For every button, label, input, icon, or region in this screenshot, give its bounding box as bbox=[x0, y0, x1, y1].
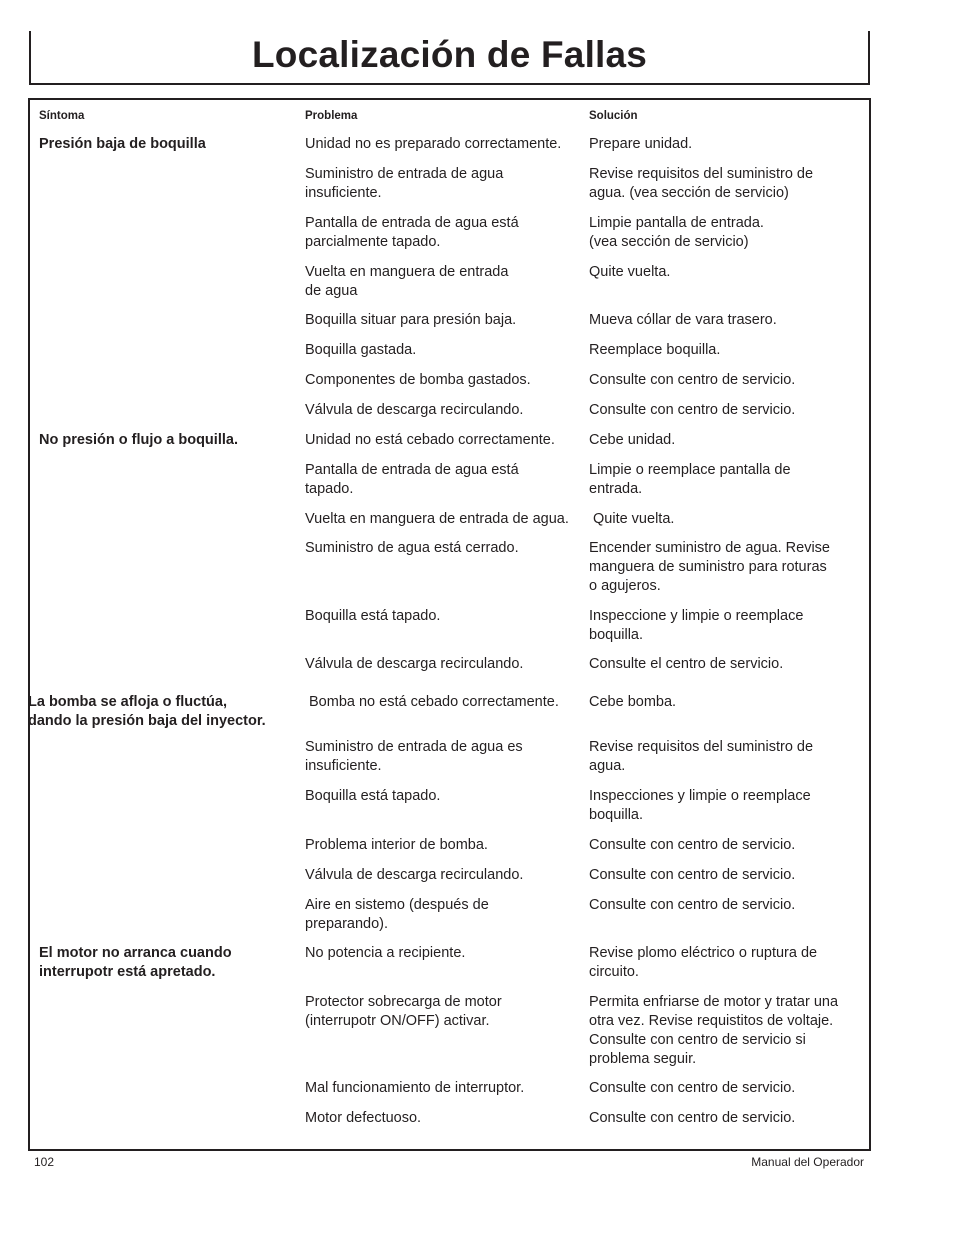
problem-text: Pantalla de entrada de agua está tapado. bbox=[305, 462, 519, 497]
problem-text: Vuelta en manguera de entrada de agua bbox=[305, 264, 509, 299]
solution-text: Revise requisitos del suministro de agua. bbox=[589, 739, 814, 774]
problem-text: Aire en sistemo (después de preparando). bbox=[305, 897, 489, 932]
solution-text: Consulte con centro de servicio. bbox=[589, 1080, 796, 1096]
problem-text: No potencia a recipiente. bbox=[305, 945, 466, 961]
problem-text: Unidad no es preparado correctamente. bbox=[305, 136, 562, 152]
problem-text: Boquilla está tapado. bbox=[305, 788, 441, 804]
symptom-low-nozzle-pressure: Presión baja de boquilla bbox=[39, 136, 206, 152]
solution-text: Inspecciones y limpie o reemplace boquilla. bbox=[589, 788, 811, 823]
problem-text: Motor defectuoso. bbox=[305, 1110, 422, 1126]
problem-text: Componentes de bomba gastados. bbox=[305, 372, 531, 388]
problem-text: Válvula de descarga recirculando. bbox=[305, 402, 524, 418]
symptom-no-pressure-or-flow: No presión o flujo a boquilla. bbox=[39, 432, 238, 448]
header-solution: Solución bbox=[589, 110, 638, 122]
problem-text: Vuelta en manguera de entrada de agua. bbox=[305, 511, 569, 527]
header-symptom: Síntoma bbox=[39, 110, 85, 122]
symptom-motor-wont-start: El motor no arranca cuando interrupotr está apretado. bbox=[39, 945, 232, 980]
solution-text: Revise plomo eléctrico o ruptura de circuito. bbox=[589, 945, 818, 980]
solution-text: Encender suministro de agua. Revise manguera de suministro para roturas o agujeros. bbox=[589, 540, 830, 594]
page-title-box bbox=[29, 31, 870, 85]
solution-text: Prepare unidad. bbox=[589, 136, 693, 152]
solution-text: Limpie pantalla de entrada. (vea sección de servicio) bbox=[589, 215, 764, 250]
problem-text: Bomba no está cebado correctamente. bbox=[309, 694, 559, 710]
problem-text: Suministro de agua está cerrado. bbox=[305, 540, 519, 556]
footer-manual-title: Manual del Operador bbox=[751, 1155, 864, 1169]
solution-text: Cebe unidad. bbox=[589, 432, 676, 448]
solution-text: Consulte con centro de servicio. bbox=[589, 897, 796, 913]
solution-text: Revise requisitos del suministro de agua. (vea sección de servicio) bbox=[589, 166, 814, 201]
problem-text: Válvula de descarga recirculando. bbox=[305, 867, 524, 883]
problem-text: Problema interior de bomba. bbox=[305, 837, 488, 853]
page-title: Localización de Fallas bbox=[252, 34, 648, 75]
problem-text: Pantalla de entrada de agua está parcialmente tapado. bbox=[305, 215, 519, 250]
solution-text: Reemplace boquilla. bbox=[589, 342, 721, 358]
problem-text: Unidad no está cebado correctamente. bbox=[305, 432, 555, 448]
solution-text: Limpie o reemplace pantalla de entrada. bbox=[589, 462, 791, 497]
solution-text: Quite vuelta. bbox=[593, 511, 675, 527]
solution-text: Inspeccione y limpie o reemplace boquilla. bbox=[589, 608, 804, 643]
solution-text: Cebe bomba. bbox=[589, 694, 677, 710]
header-problem: Problema bbox=[305, 110, 358, 122]
problem-text: Suministro de entrada de agua es insuficiente. bbox=[305, 739, 523, 774]
page-number: 102 bbox=[34, 1155, 55, 1169]
problem-text: Boquilla gastada. bbox=[305, 342, 417, 358]
symptom-pump-fluctuates: La bomba se afloja o fluctúa, dando la presión baja del inyector. bbox=[28, 694, 266, 729]
solution-text: Consulte con centro de servicio. bbox=[589, 867, 796, 883]
problem-text: Protector sobrecarga de motor (interrupotr ON/OFF) activar. bbox=[305, 994, 502, 1029]
solution-text: Consulte con centro de servicio. bbox=[589, 402, 796, 418]
solution-text: Consulte el centro de servicio. bbox=[589, 656, 784, 672]
problem-text: Boquilla situar para presión baja. bbox=[305, 312, 517, 328]
problem-text: Válvula de descarga recirculando. bbox=[305, 656, 524, 672]
problem-text: Boquilla está tapado. bbox=[305, 608, 441, 624]
solution-text: Permita enfriarse de motor y tratar una otra vez. Revise requistitos de voltaje. Consulte con centro de servicio si problema seguir. bbox=[589, 994, 839, 1067]
problem-text: Mal funcionamiento de interruptor. bbox=[305, 1080, 525, 1096]
problem-text: Suministro de entrada de agua insuficiente. bbox=[305, 166, 504, 201]
solution-text: Consulte con centro de servicio. bbox=[589, 372, 796, 388]
solution-text: Quite vuelta. bbox=[589, 264, 671, 280]
solution-text: Mueva cóllar de vara trasero. bbox=[589, 312, 777, 328]
solution-text: Consulte con centro de servicio. bbox=[589, 1110, 796, 1126]
solution-text: Consulte con centro de servicio. bbox=[589, 837, 796, 853]
